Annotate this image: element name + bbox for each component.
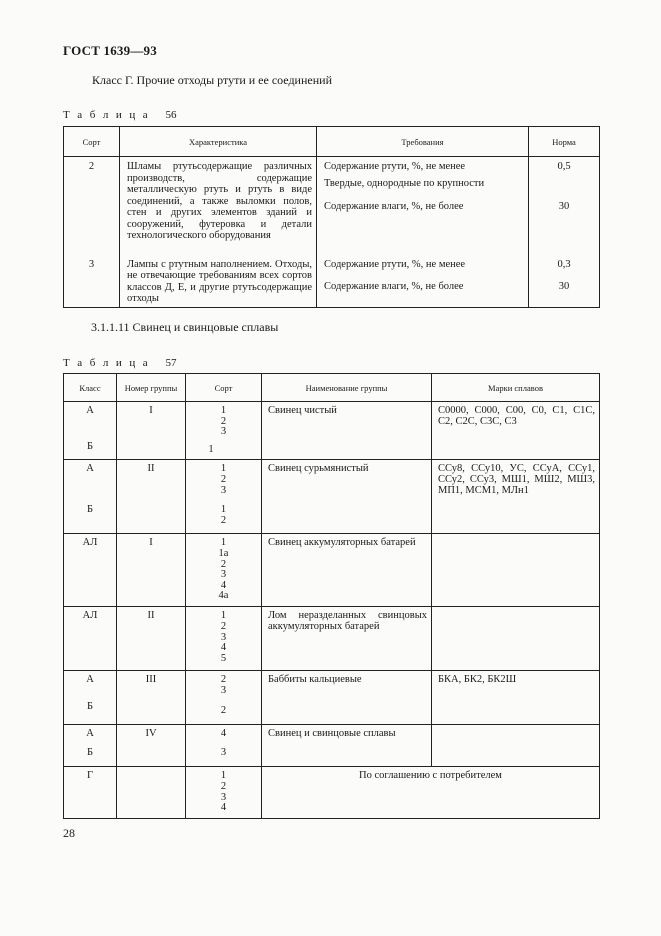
norm-value: 0,5 <box>557 161 571 172</box>
norm-cell <box>529 244 600 308</box>
alloy-grades-cell: БКА, БК2, БК2Ш <box>432 671 600 725</box>
class-value: А <box>86 463 94 475</box>
table-57 <box>63 373 600 819</box>
class-cell: Г <box>64 767 117 819</box>
class-heading: Класс Г. Прочие отходы ртути и ее соединений <box>92 73 332 87</box>
class-cell: АЛ <box>64 534 117 607</box>
class-value: Б <box>86 440 94 452</box>
table-header-row <box>64 374 600 402</box>
sort-value: 2 <box>220 473 227 485</box>
table-header-row <box>64 127 600 157</box>
requirement-line: Содержание ртути, %, не менее <box>324 258 466 270</box>
alloy-grades-cell: С0000, С000, С00, С0, С1, С1С, С2, С2С, С3С, С3 <box>432 402 600 460</box>
class-value: Б <box>86 746 94 758</box>
group-name-cell: Свинец аккумуляторных батарей <box>262 534 432 607</box>
sort-value: 3 <box>220 484 227 496</box>
sort-value: 4 <box>220 802 227 814</box>
sort-list <box>186 771 261 813</box>
sort-value: 1 <box>208 443 214 455</box>
alloy-grades-cell <box>432 607 600 671</box>
sort-value: 3 <box>220 746 227 758</box>
class-cell <box>64 402 117 460</box>
requirement-line: Содержание влаги, %, не более <box>324 201 464 212</box>
sort-value: 3 <box>220 631 227 643</box>
group-name-cell: Свинец сурьмянистый <box>262 460 432 534</box>
sort-cell: 2 <box>64 157 120 244</box>
requirement-line: Содержание влаги, %, не более <box>324 281 464 292</box>
table-row <box>64 402 600 460</box>
column-header-characteristic: Характеристика <box>120 127 317 157</box>
requirements-cell <box>317 157 529 244</box>
merged-note-cell: По соглашению с потребителем <box>262 767 600 819</box>
sort-value: 3 <box>220 684 227 696</box>
norm-cell <box>529 157 600 244</box>
sort-value: 1 <box>220 770 227 782</box>
norm-value: 30 <box>558 281 570 292</box>
sort-cell <box>186 460 262 534</box>
alloy-grades-cell <box>432 725 600 767</box>
sort-value: 3 <box>220 426 227 438</box>
table-row <box>64 244 600 308</box>
requirement-line: Твердые, однородные по крупности <box>324 177 485 189</box>
requirement-line: Содержание ртути, %, не менее <box>324 161 466 172</box>
sort-cell: 3 <box>64 244 120 308</box>
table-row <box>64 157 600 244</box>
class-value: Б <box>86 503 94 515</box>
table-57-caption <box>63 357 177 369</box>
sort-value: 2 <box>220 514 227 526</box>
class-value: А <box>86 728 94 740</box>
table-row <box>64 725 600 767</box>
class-cell: АЛ <box>64 607 117 671</box>
sort-value: 1 <box>220 405 227 416</box>
sort-value: 1 <box>220 504 227 516</box>
sort-cell <box>186 402 262 460</box>
sort-value: 1 <box>220 610 227 622</box>
characteristic-cell: Шламы ртутьсодержащие различных производств, содержащие металлическую ртуть и ртуть в виде соединений, а также выломки полов, стен и других элементов зданий и сооружений, футеровка и детали технологического оборудования <box>120 157 317 244</box>
alloy-grades-cell: ССу8, ССу10, УС, ССуА, ССу1, ССу2, ССу3, МШ1, МШ2, МШ3, МП1, МСМ1, МЛн1 <box>432 460 600 534</box>
sort-value: 3 <box>220 791 227 803</box>
alloy-grades-cell <box>432 534 600 607</box>
sort-value: 4а <box>218 590 229 602</box>
table-row <box>64 607 600 671</box>
column-header-group-name: Наименование группы <box>262 374 432 402</box>
column-header-norm: Норма <box>529 127 600 157</box>
sort-list <box>186 464 261 526</box>
class-cell <box>64 725 117 767</box>
table-row <box>64 534 600 607</box>
table-caption-number: 56 <box>165 109 177 121</box>
table-caption-label: Т а б л и ц а <box>63 357 151 369</box>
sort-list <box>186 538 261 602</box>
group-cell: II <box>117 607 186 671</box>
group-name-cell: Лом неразделанных свинцовых аккумуляторных батарей <box>262 607 432 671</box>
group-cell: III <box>117 671 186 725</box>
sort-value: 2 <box>220 558 227 570</box>
group-cell: IV <box>117 725 186 767</box>
table-56 <box>63 126 600 308</box>
page-number: 28 <box>63 826 75 840</box>
document-code: ГОСТ 1639—93 <box>63 43 157 58</box>
group-name-cell: Свинец чистый <box>262 402 432 460</box>
class-value: Б <box>86 700 94 712</box>
column-header-alloy-grades: Марки сплавов <box>432 374 600 402</box>
group-name-cell: Баббиты кальциевые <box>262 671 432 725</box>
table-row <box>64 671 600 725</box>
norm-value: 30 <box>558 201 570 212</box>
column-header-sort: Сорт <box>186 374 262 402</box>
sort-value: 1а <box>218 547 229 559</box>
table-caption-number: 57 <box>165 357 177 369</box>
class-cell <box>64 460 117 534</box>
sort-list <box>186 406 261 455</box>
sort-value: 2 <box>220 620 227 632</box>
section-heading: 3.1.1.11 Свинец и свинцовые сплавы <box>91 320 279 334</box>
sort-value: 1 <box>220 537 227 549</box>
sort-value: 4 <box>220 728 227 740</box>
sort-value: 4 <box>220 579 227 591</box>
sort-list <box>186 611 261 664</box>
sort-value: 1 <box>220 463 227 475</box>
table-56-caption <box>63 109 177 121</box>
sort-value: 2 <box>220 415 227 427</box>
sort-cell <box>186 607 262 671</box>
group-name-cell: Свинец и свинцовые сплавы <box>262 725 432 767</box>
sort-value: 4 <box>220 642 227 654</box>
table-row <box>64 767 600 819</box>
column-header-sort: Сорт <box>64 127 120 157</box>
characteristic-cell: Лампы с ртутным наполнением. Отходы, не отвечающие требованиям всех сортов классов Д, Е, и другие ртутьсодержащие отходы <box>120 244 317 308</box>
class-value: А <box>86 405 94 416</box>
class-cell <box>64 671 117 725</box>
norm-value: 0,3 <box>557 258 571 270</box>
sort-list <box>186 729 261 758</box>
group-cell: II <box>117 460 186 534</box>
sort-cell <box>186 671 262 725</box>
sort-value: 3 <box>220 569 227 581</box>
column-header-group-number: Номер группы <box>117 374 186 402</box>
sort-value: 2 <box>220 674 227 686</box>
sort-value: 2 <box>220 704 227 716</box>
sort-cell <box>186 534 262 607</box>
sort-value: 5 <box>220 652 227 664</box>
sort-cell <box>186 767 262 819</box>
table-caption-label: Т а б л и ц а <box>63 109 151 121</box>
sort-list <box>186 675 261 716</box>
group-cell: I <box>117 402 186 460</box>
table-row <box>64 460 600 534</box>
group-cell <box>117 767 186 819</box>
class-value: А <box>86 674 94 686</box>
column-header-requirements: Требования <box>317 127 529 157</box>
column-header-class: Класс <box>64 374 117 402</box>
group-cell: I <box>117 534 186 607</box>
sort-cell <box>186 725 262 767</box>
requirements-cell <box>317 244 529 308</box>
sort-value: 2 <box>220 780 227 792</box>
